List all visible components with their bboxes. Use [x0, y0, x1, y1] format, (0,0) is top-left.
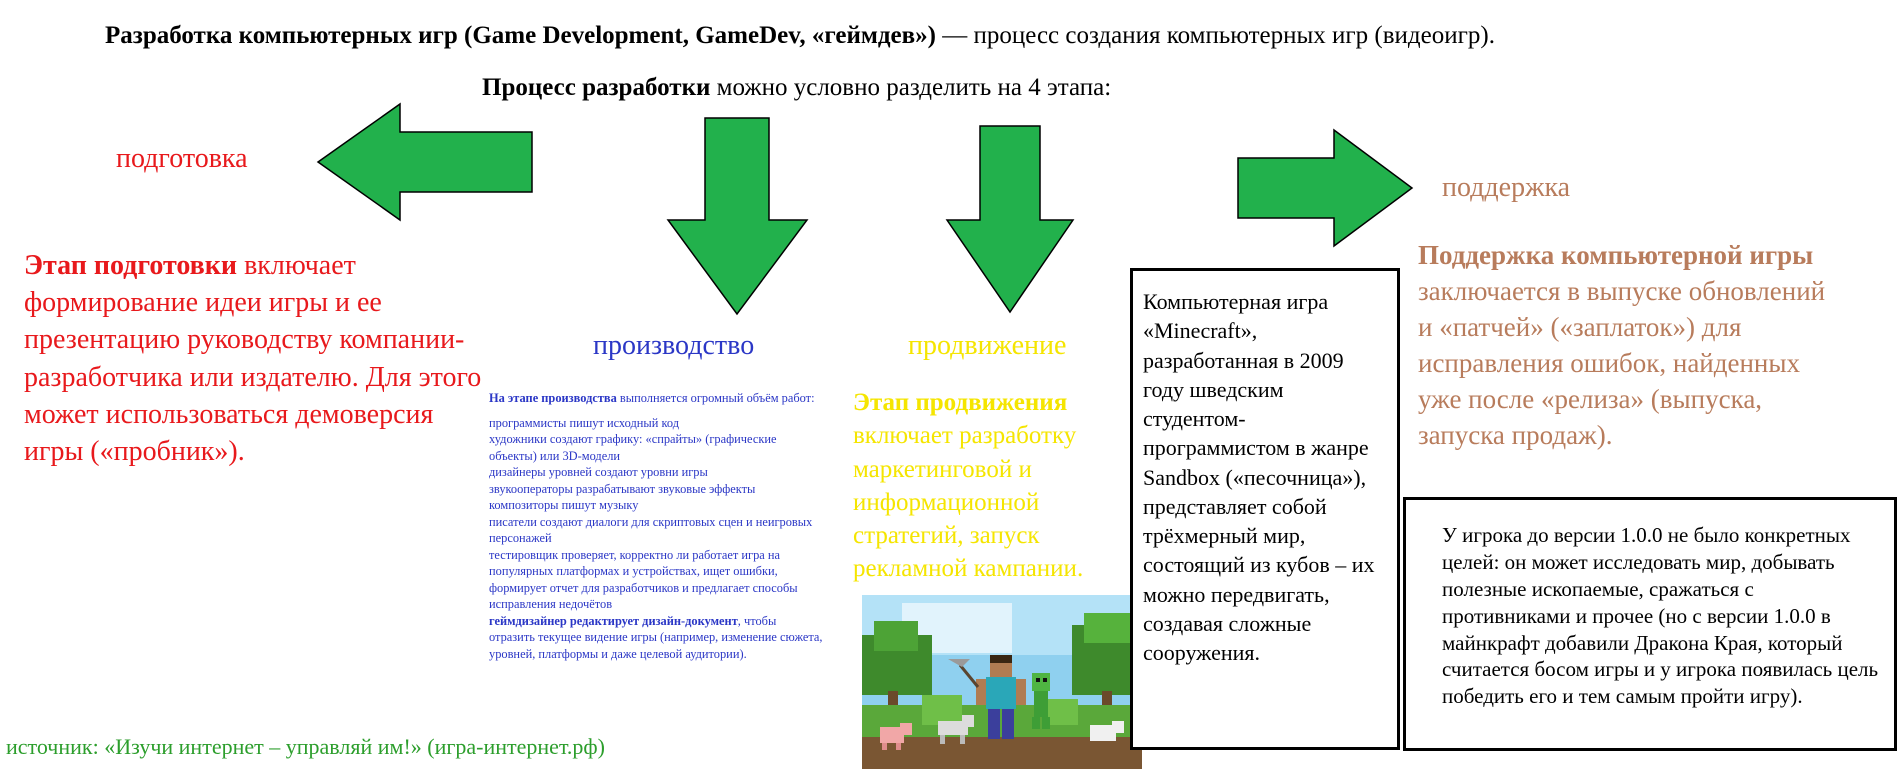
arrow-right-icon: [1236, 128, 1416, 248]
minecraft-info-box: Компьютерная игра «Minecraft», разработанная в 2009 году шведским студентом-программистом в жанре Sandbox («песочница»), представляет собой трёхмерный мир, состоящий из кубов – их можно передвигать, создавая сложные сооружения.: [1130, 268, 1400, 750]
list-item: дизайнеры уровней создают уровни игры: [489, 465, 708, 479]
prod-intro: [489, 390, 825, 407]
header-line-1: [105, 22, 1495, 50]
prod-last-rest: , чтобы отразить текущее видение игры (например, изменение сюжета, уровней, платформы и даже целевой аудитории).: [489, 613, 823, 661]
prod-description: [489, 390, 825, 662]
arrow-down-prod-icon: [665, 116, 810, 316]
list-item: художники создают графику: «спрайты» (графические объекты) или 3D-модели: [489, 432, 777, 463]
promo-description-bold: Этап продвижения: [853, 389, 1068, 416]
promo-description-rest: включает разработку маркетинговой и информационной стратегий, запуск рекламной кампании.: [853, 422, 1084, 583]
support-description-bold: Поддержка компьютерной игры: [1418, 240, 1814, 270]
list-item: композиторы пишут музыку: [489, 498, 639, 512]
minecraft-illustration: [862, 595, 1142, 769]
stage-label-prep: подготовка: [116, 143, 248, 174]
header-process-bold: Процесс разработки: [482, 74, 711, 101]
header-line-2: [482, 74, 1111, 102]
stage-label-promo: продвижение: [908, 330, 1067, 361]
list-item: писатели создают диалоги для скриптовых сцен и неигровых персонажей: [489, 514, 813, 545]
stage-label-prod: производство: [593, 330, 755, 361]
prod-last-bold: геймдизайнер редактирует дизайн-документ: [489, 613, 738, 628]
header-process-rest: можно условно разделить на 4 этапа:: [710, 74, 1112, 101]
prod-intro-rest: выполняется огромный объём работ:: [616, 391, 815, 405]
list-item: звукооператоры разрабатывают звуковые эффекты: [489, 481, 756, 496]
source-note: источник: «Изучи интернет – управляй им!» (игра-интернет.рф): [6, 734, 605, 759]
header-title-bold: Разработка компьютерных игр (Game Development, GameDev, «геймдев»): [105, 22, 936, 49]
list-item: [489, 613, 825, 663]
prod-task-list: [489, 415, 825, 663]
stage-label-support: поддержка: [1442, 172, 1571, 203]
arrow-down-promo-icon: [944, 124, 1076, 314]
arrow-left-icon: [316, 102, 536, 222]
support-description: [1418, 238, 1838, 453]
support-description-rest: заключается в выпуске обновлений и «патчей» («заплаток») для исправления ошибок, найденных уже после «релиза» (выпуска, запуска продаж).: [1418, 275, 1826, 450]
prep-description: [24, 247, 494, 470]
prep-description-bold: Этап подготовки: [24, 250, 238, 281]
list-item: тестировщик проверяет, корректно ли работает игра на популярных платформах и устройствах, ищет ошибки, формирует отчет для разработчиков и предлагает способы исправления недочётов: [489, 547, 798, 611]
header-title-rest: — процесс создания компьютерных игр (видеоигр).: [935, 22, 1495, 49]
prep-description-rest: включает формирование идеи игры и ее презентацию руководству компании-разработчика или издателю. Для этого может использоваться демоверсия игры («пробник»).: [24, 250, 482, 468]
promo-description: [853, 386, 1115, 586]
list-item: программисты пишут исходный код: [489, 415, 680, 430]
prod-intro-bold: На этапе производства: [489, 391, 617, 405]
minecraft-version-box: У игрока до версии 1.0.0 не было конкретных целей: он может исследовать мир, добывать полезные ископаемые, сражаться с противниками и прочее (но с версии 1.0.0 в майнкрафт добавили Дракона Края, который считается босом игры и у игрока появилась цель победить его и тем самым пройти игру).: [1403, 497, 1897, 751]
